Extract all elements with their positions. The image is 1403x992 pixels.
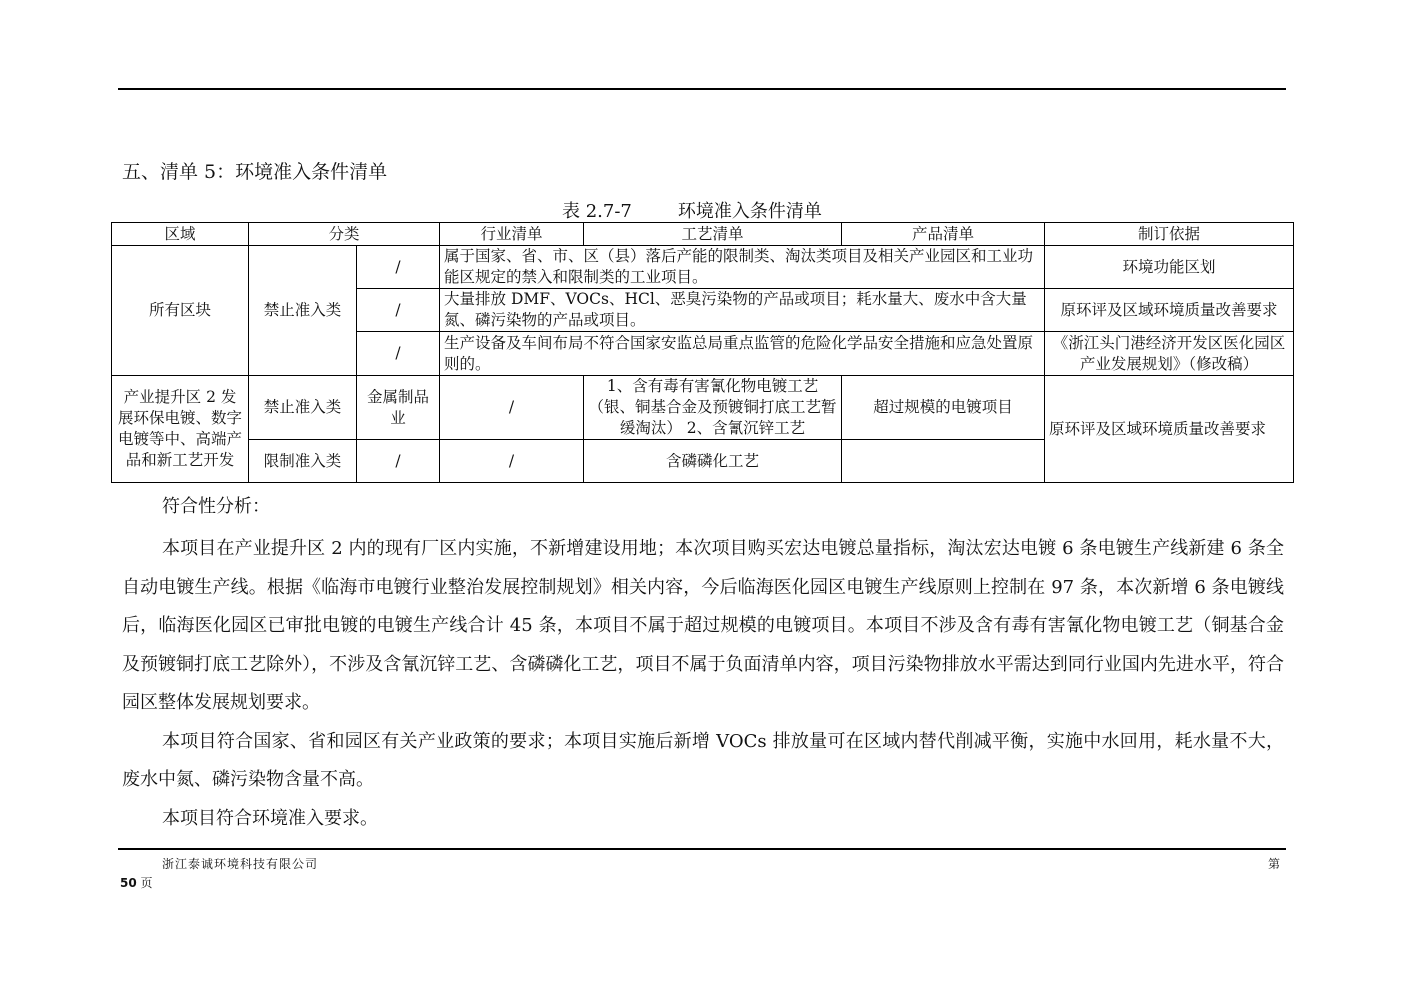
footer-page-prefix: 第 — [1268, 857, 1281, 871]
industry-cell: / — [357, 246, 440, 289]
content-cell: 大量排放 DMF、VOCs、HCl、恶臭污染物的产品或项目；耗水量大、废水中含大量氮、磷污染物的产品或项目。 — [440, 289, 1045, 332]
analysis-paragraph: 本项目符合环境准入要求。 — [162, 807, 378, 829]
basis-cell: 环境功能区划 — [1045, 246, 1294, 289]
table-row — [112, 246, 1294, 289]
footer-page-number — [120, 874, 153, 891]
category-cell: 禁止准入类 — [249, 246, 357, 376]
subcategory-cell: / — [357, 440, 440, 483]
region-cell: 所有区块 — [112, 246, 249, 376]
content-cell: 生产设备及车间布局不符合国家安监总局重点监管的危险化学品安全措施和应急处置原则的。 — [440, 332, 1045, 376]
content-cell: 属于国家、省、市、区（县）落后产能的限制类、淘汰类项目及相关产业园区和工业功能区规定的禁入和限制类的工业项目。 — [440, 246, 1045, 289]
product-cell — [842, 440, 1045, 483]
category-cell: 限制准入类 — [249, 440, 357, 483]
process-cell: 含磷磷化工艺 — [584, 440, 842, 483]
analysis-label: 符合性分析： — [162, 496, 270, 517]
industry-cell: / — [440, 440, 584, 483]
process-cell: 1、含有毒有害氰化物电镀工艺（银、铜基合金及预镀铜打底工艺暂缓淘汰） 2、含氰沉锌工艺 — [584, 376, 842, 440]
table-header-row — [112, 223, 1294, 246]
analysis-paragraph: 本项目在产业提升区 2 内的现有厂区内实施，不新增建设用地；本次项目购买宏达电镀总量指标，淘汰宏达电镀 6 条电镀生产线新建 6 条全自动电镀生产线。根据《临海市电镀行业整治发展控制规划》相关内容，今后临海医化园区电镀生产线原则上控制在 97 条，本次新增 6 条电镀线后，临海医化园区已审批电镀的电镀生产线合计 45 条，本项目不属于超过规模的电镀项目。本项目不涉及含有毒有害氰化物电镀工艺（铜基合金及预镀铜打底工艺除外），不涉及含氰沉锌工艺、含磷磷化工艺，项目不属于负面清单内容，项目污染物排放水平需达到同行业国内先进水平，符合园区整体发展规划要求。 — [122, 538, 1284, 713]
table-caption — [562, 197, 822, 223]
page-number: 50 — [120, 876, 137, 890]
header-region: 区域 — [112, 223, 249, 246]
table-caption-title: 环境准入条件清单 — [677, 201, 822, 222]
header-industry: 行业清单 — [440, 223, 584, 246]
category-cell: 禁止准入类 — [249, 376, 357, 440]
header-basis: 制订依据 — [1045, 223, 1294, 246]
analysis-paragraph: 本项目符合国家、省和园区有关产业政策的要求；本项目实施后新增 VOCs 排放量可在区域内替代削减平衡，实施中水回用，耗水量不大，废水中氮、磷污染物含量不高。 — [122, 730, 1284, 790]
header-rule — [118, 88, 1286, 90]
basis-cell: 原环评及区域环境质量改善要求 — [1045, 289, 1294, 332]
product-cell: 超过规模的电镀项目 — [842, 376, 1045, 440]
page-suffix: 页 — [140, 876, 153, 890]
industry-cell: / — [357, 289, 440, 332]
subcategory-cell: 金属制品业 — [357, 376, 440, 440]
header-product: 产品清单 — [842, 223, 1045, 246]
basis-cell: 原环评及区域环境质量改善要求 — [1045, 376, 1294, 483]
entry-conditions-table — [111, 222, 1294, 483]
table-caption-number: 表 2.7-7 — [562, 201, 632, 222]
header-process: 工艺清单 — [584, 223, 842, 246]
region-cell: 产业提升区 2 发展环保电镀、数字电镀等中、高端产品和新工艺开发 — [112, 376, 249, 483]
section-title: 五、清单 5：环境准入条件清单 — [122, 161, 388, 183]
table-row — [112, 376, 1294, 440]
header-category: 分类 — [249, 223, 440, 246]
industry-cell: / — [357, 332, 440, 376]
basis-cell: 《浙江头门港经济开发区医化园区产业发展规划》（修改稿） — [1045, 332, 1294, 376]
industry-cell: / — [440, 376, 584, 440]
footer-rule — [118, 848, 1286, 850]
analysis-section — [122, 492, 1284, 838]
footer-company: 浙江泰诚环境科技有限公司 — [162, 857, 319, 871]
